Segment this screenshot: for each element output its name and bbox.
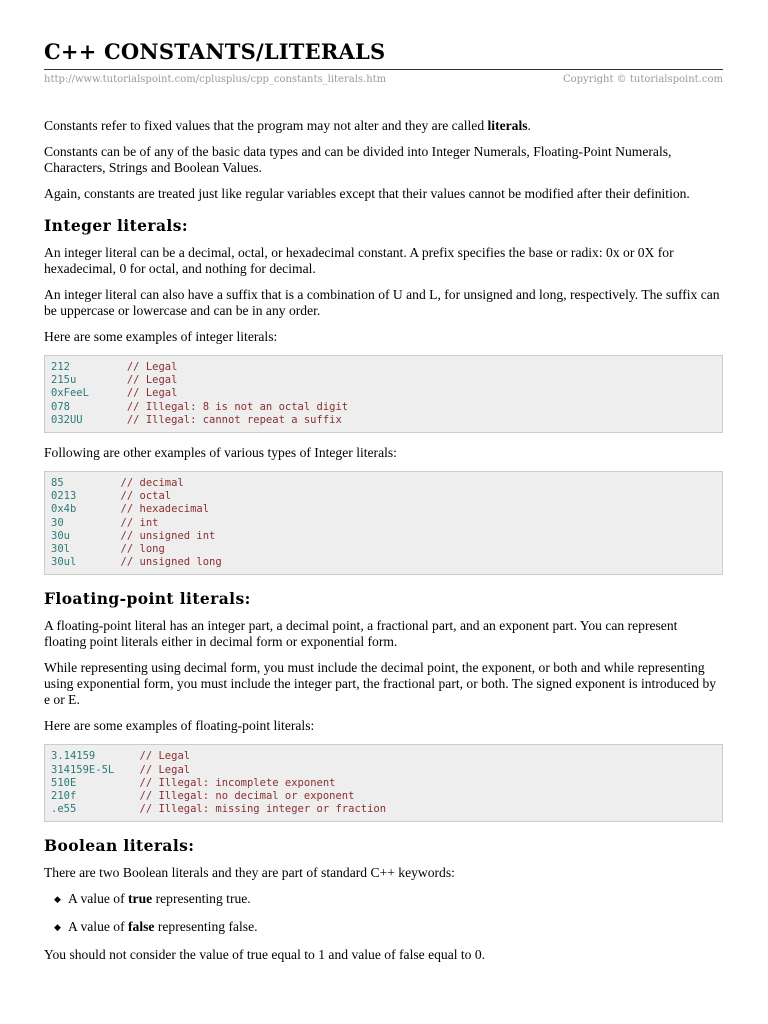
- page-title: C++ CONSTANTS/LITERALS: [44, 39, 386, 64]
- integer-code-block-2: [44, 471, 723, 575]
- code-comment: // Legal: [139, 763, 191, 776]
- code-value: 0213: [51, 490, 121, 503]
- code-line: [51, 790, 716, 803]
- code-line: [51, 374, 716, 387]
- code-comment: // Legal: [126, 387, 178, 400]
- code-value: 30l: [51, 543, 121, 556]
- code-value: 85: [51, 477, 121, 490]
- code-value: .e55: [51, 803, 140, 816]
- code-value: 0x4b: [51, 503, 121, 516]
- code-value: 215u: [51, 374, 127, 387]
- code-value: 212: [51, 361, 127, 373]
- code-value: 510E: [51, 776, 140, 789]
- code-line: [51, 401, 716, 414]
- list-item: ◆ A value of true representing true.: [54, 891, 251, 907]
- integer-paragraph-2: An integer literal can also have a suffix that is a combination of U and L, for unsigned and long, respectively. The suffix can be uppercase or lowercase and can be in any order.: [44, 287, 720, 318]
- code-line: [51, 750, 716, 763]
- integer-paragraph-4: Following are other examples of various types of Integer literals:: [44, 445, 397, 461]
- code-line: [51, 777, 716, 790]
- code-line: [51, 543, 716, 556]
- bullet-icon: ◆: [54, 922, 61, 933]
- code-comment: // octal: [120, 490, 172, 503]
- code-comment: // Illegal: no decimal or exponent: [139, 790, 355, 803]
- code-comment: // decimal: [120, 477, 184, 490]
- code-value: 30u: [51, 529, 121, 542]
- code-line: [51, 387, 716, 400]
- code-value: 078: [51, 400, 127, 413]
- code-comment: // Legal: [126, 374, 178, 387]
- intro-paragraph-2: Constants can be of any of the basic data types and can be divided into Integer Numerals, Floating-Point Numerals, Characters, Strings and Boolean Values.: [44, 144, 672, 175]
- page-meta: [44, 73, 723, 87]
- code-comment: // Illegal: missing integer or fraction: [139, 803, 387, 816]
- code-line: [51, 803, 716, 816]
- floating-paragraph-1: A floating-point literal has an integer part, a decimal point, a fractional part, and an exponent part. You can represent floating point literals either in decimal form or exponential form.: [44, 618, 678, 650]
- integer-paragraph-1: An integer literal can be a decimal, octal, or hexadecimal constant. A prefix specifies the base or radix: 0x or 0X for hexadecimal, 0 for octal, and nothing for decimal.: [44, 245, 674, 276]
- integer-paragraph-3: Here are some examples of integer literals:: [44, 329, 278, 344]
- code-line: [51, 477, 716, 490]
- code-line: [51, 361, 716, 374]
- intro-paragraph-3: Again, constants are treated just like regular variables except that their values cannot be modified after their definition.: [44, 186, 690, 201]
- bullet-icon: ◆: [54, 894, 61, 905]
- header-rule: [44, 69, 723, 70]
- code-comment: // hexadecimal: [120, 503, 210, 516]
- list-item: ◆ A value of false representing false.: [54, 919, 258, 935]
- code-comment: // unsigned int: [120, 529, 216, 542]
- code-value: 210f: [51, 790, 140, 803]
- code-value: 30ul: [51, 556, 121, 569]
- source-url: http://www.tutorialspoint.com/cplusplus/cpp_constants_literals.htm: [44, 74, 387, 85]
- boolean-paragraph-2: You should not consider the value of true equal to 1 and value of false equal to 0.: [44, 947, 486, 963]
- floating-heading: Floating-point literals:: [44, 589, 251, 609]
- boolean-heading: Boolean literals:: [44, 836, 195, 856]
- code-comment: // int: [120, 516, 159, 529]
- floating-code-block: [44, 744, 723, 822]
- code-value: 0xFeeL: [51, 387, 127, 400]
- code-line: [51, 530, 716, 543]
- code-value: 032UU: [51, 413, 127, 426]
- code-comment: // unsigned long: [120, 556, 222, 569]
- integer-code-block-1: [44, 355, 723, 433]
- boolean-paragraph-1: There are two Boolean literals and they are part of standard C++ keywords:: [44, 865, 455, 881]
- code-value: 314159E-5L: [51, 763, 140, 776]
- floating-paragraph-3: Here are some examples of floating-point literals:: [44, 718, 315, 734]
- code-comment: // Illegal: incomplete exponent: [139, 776, 336, 789]
- literals-term: literals: [487, 118, 528, 133]
- document-page: [44, 38, 723, 973]
- code-comment: // Illegal: cannot repeat a suffix: [126, 413, 342, 426]
- code-line: [51, 556, 716, 569]
- intro-paragraph-1: Constants refer to fixed values that the program may not alter and they are called literals.: [44, 118, 531, 133]
- floating-paragraph-2: While representing using decimal form, you must include the decimal point, the exponent, or both and while representing using exponential form, you must include the integer part, the fractional part, or both. The signed exponent is introduced by e or E.: [44, 660, 717, 708]
- code-line: [51, 517, 716, 530]
- code-line: [51, 764, 716, 777]
- integer-heading: Integer literals:: [44, 216, 188, 235]
- code-line: [51, 414, 716, 427]
- code-comment: // long: [120, 543, 165, 556]
- code-value: 30: [51, 516, 121, 529]
- code-line: [51, 503, 716, 516]
- code-line: [51, 490, 716, 503]
- copyright: Copyright © tutorialspoint.com: [562, 74, 723, 85]
- code-comment: // Legal: [139, 750, 191, 763]
- code-value: 3.14159: [51, 750, 140, 763]
- boolean-list: [44, 891, 723, 935]
- code-comment: // Legal: [126, 361, 178, 373]
- code-comment: // Illegal: 8 is not an octal digit: [126, 400, 349, 413]
